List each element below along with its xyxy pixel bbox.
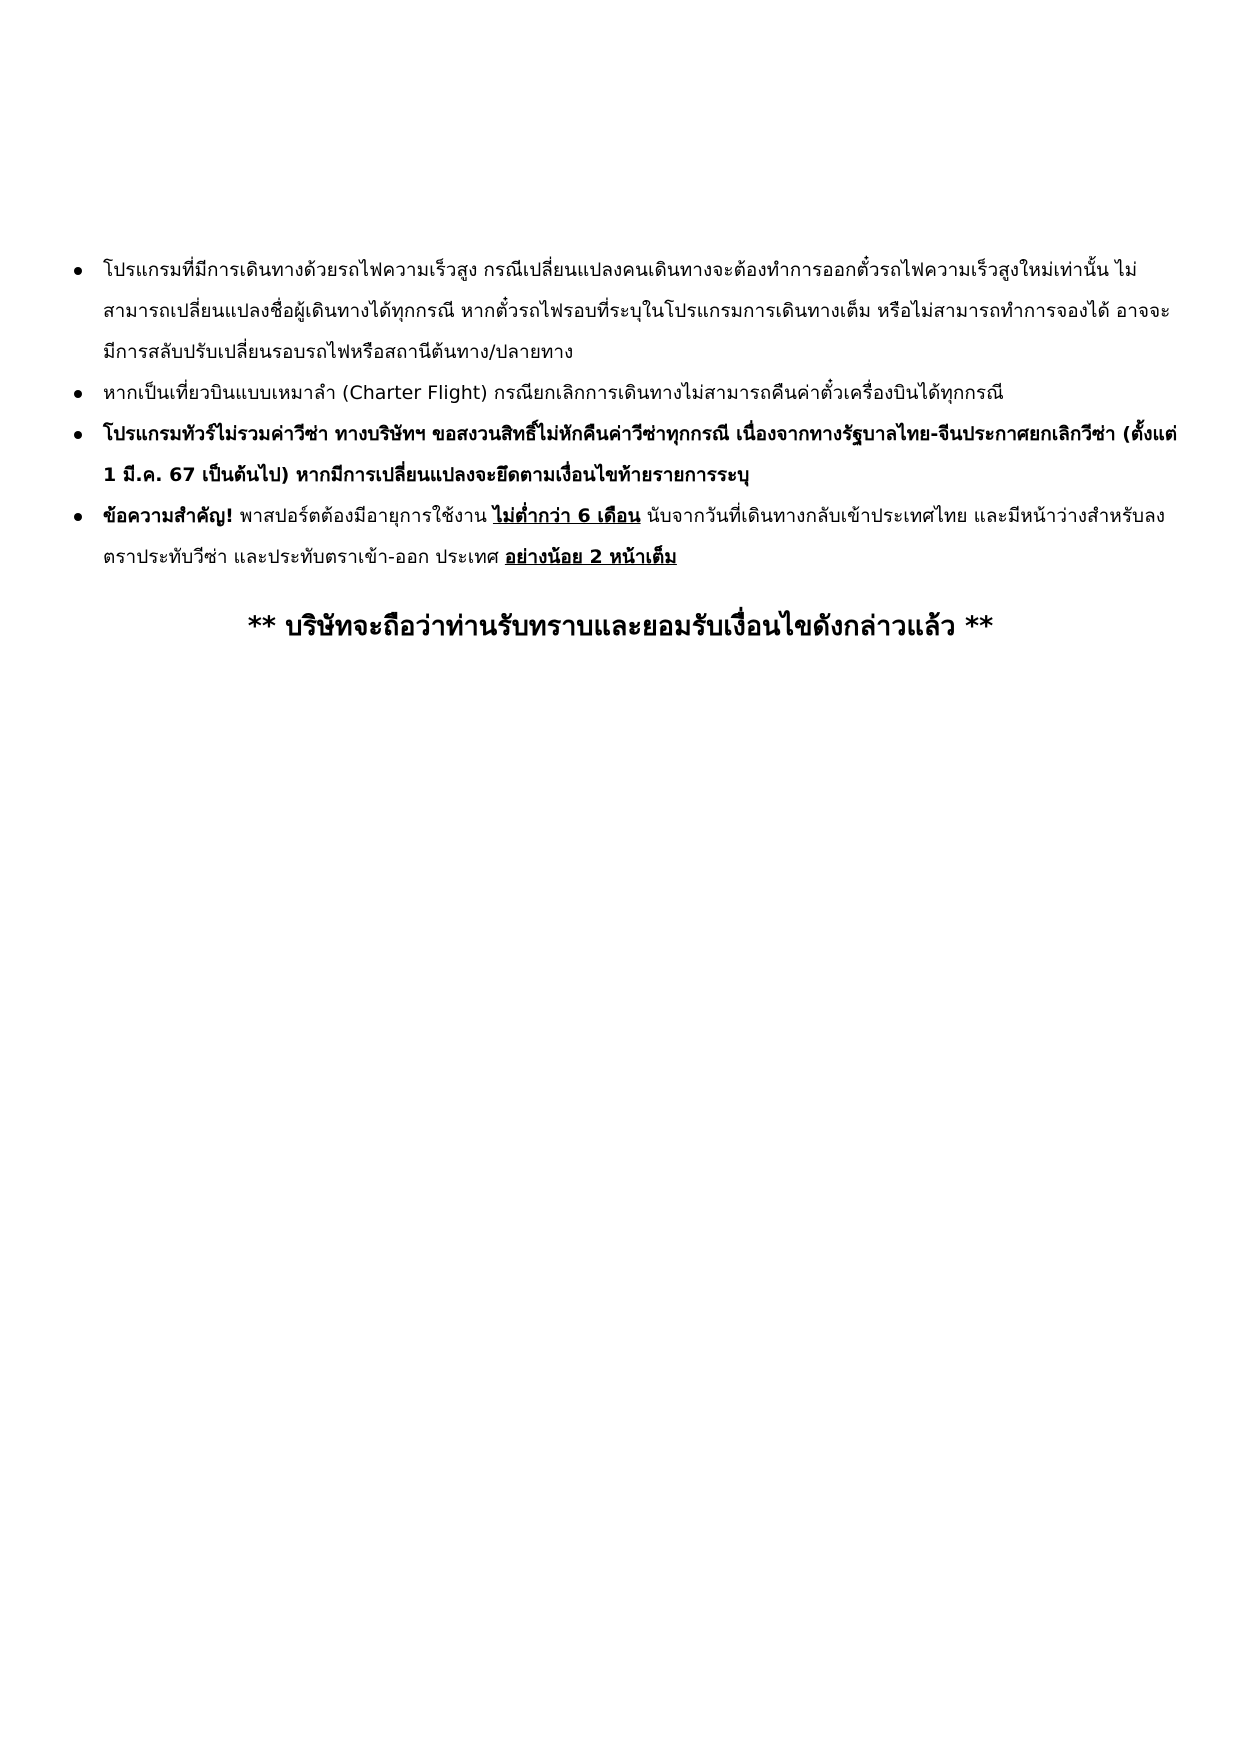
conditions-section <box>72 250 1182 578</box>
condition-text: หากเป็นเที่ยวบินแบบเหมาลำ (Charter Flight) กรณียกเลิกการเดินทางไม่สามารถคืนค่าตั๋วเครื่องบินได้ทุกกรณี <box>103 382 1004 404</box>
important-label: ข้อความสำคัญ! <box>103 505 234 527</box>
closing-statement: ** บริษัทจะถือว่าท่านรับทราบและยอมรับเงื่อนไขดังกล่าวแล้ว ** <box>247 611 994 642</box>
passport-validity-highlight: ไม่ต่ำกว่า 6 เดือน <box>492 505 641 527</box>
blank-pages-highlight: อย่างน้อย 2 หน้าเต็ม <box>504 546 677 568</box>
condition-item-charter <box>72 373 1182 414</box>
conditions-list <box>72 250 1182 578</box>
condition-text: โปรแกรมที่มีการเดินทางด้วยรถไฟความเร็วสูง กรณีเปลี่ยนแปลงคนเดินทางจะต้องทำการออกตั๋วรถไฟความเร็วสูงใหม่เท่านั้น ไม่สามารถเปลี่ยนแปลงชื่อผู้เดินทางได้ทุกกรณี หากตั๋วรถไฟรอบที่ระบุในโปรแกรมการเดินทางเต็ม หรือไม่สามารถทำการจองได้ อาจจะมีการสลับปรับเปลี่ยนรอบรถไฟหรือสถานีต้นทาง/ปลายทาง <box>103 259 1171 363</box>
bullet-icon <box>74 431 82 439</box>
condition-item-visa <box>72 414 1182 496</box>
bullet-icon <box>74 267 82 275</box>
condition-text: โปรแกรมทัวร์ไม่รวมค่าวีซ่า ทางบริษัทฯ ขอสงวนสิทธิ์ไม่หักคืนค่าวีซ่าทุกกรณี เนื่องจากทางรัฐบาลไทย-จีนประกาศยกเลิกวีซ่า (ตั้งแต่ 1 มี.ค. 67 เป็นต้นไป) หากมีการเปลี่ยนแปลงจะยึดตามเงื่อนไขท้ายรายการระบุ <box>103 423 1178 486</box>
bullet-icon <box>74 513 82 521</box>
condition-item-passport <box>72 496 1182 578</box>
condition-text: นับจากวันที่เดินทางกลับเข้าประเทศไทย และมีหน้าว่างสำหรับลงตราประทับวีซ่า และประทับตราเข้า-ออก ประเทศ <box>103 505 1165 568</box>
bullet-icon <box>74 390 82 398</box>
condition-item-train <box>72 250 1182 373</box>
condition-text: พาสปอร์ตต้องมีอายุการใช้งาน <box>233 505 493 527</box>
